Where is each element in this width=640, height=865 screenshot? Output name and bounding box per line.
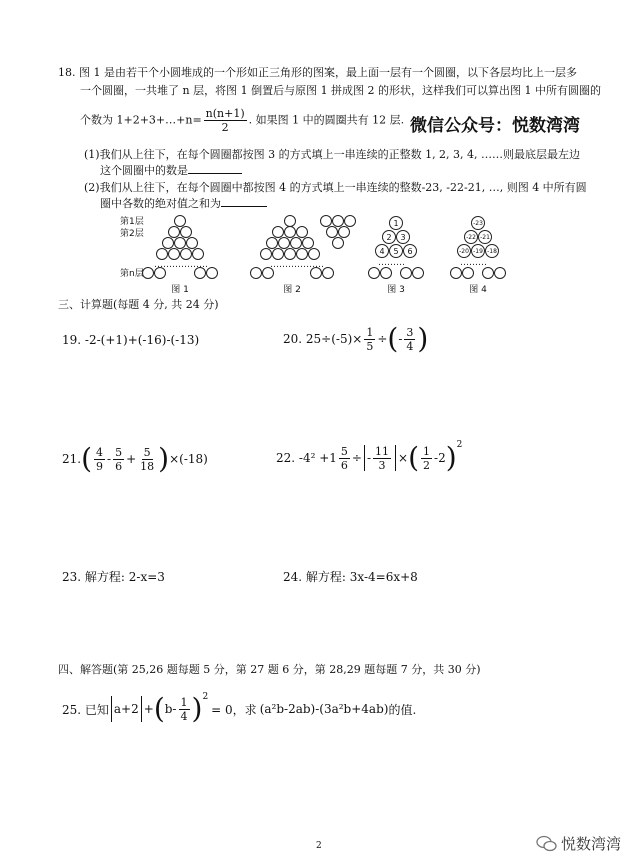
abs-bar-right [395,445,396,471]
q18-sub1-line1: (1)我们从上往下，在每个圆圈都按图 3 的方式填上一串连续的正整数 1, 2, 3, 4, ……则最底层最左边 [84,148,581,161]
layer-2-label: 第2层 [120,229,144,239]
page-number: 2 [316,841,322,851]
q25-plus: + [143,702,154,716]
f4-number: -23 [473,220,483,227]
q21-fraction-1 [94,446,105,473]
q25-expression: (a²b-2ab)-(3a²b+4ab) [259,702,389,716]
abs-bar-left [111,696,112,722]
fraction-numerator: 1 [180,695,188,709]
fraction-denominator: 2 [221,121,229,134]
ellipsis-dots: ……… [460,258,487,268]
fraction-denominator: 4 [180,709,188,723]
q18-figures [120,210,520,298]
section-4-heading: 四、解答题(第 25,26 题每题 5 分，第 27 题 6 分，第 28,29 题每题 7 分，共 30 分) [58,663,481,676]
question-25 [62,692,416,726]
q18-sub2-text: 圈中各数的绝对值之和为 [100,197,221,210]
layer-n-label: 第n层 [120,269,144,279]
q22-fraction-3 [421,445,432,472]
ellipsis-dots: ……… [378,258,405,268]
q18-sub1-text: 这个圆圈中的数是 [100,164,188,177]
q18-line3 [80,107,404,134]
figure-1-caption: 图 1 [171,285,189,295]
q21-fraction-2 [113,446,124,473]
figure-4-caption: 图 4 [469,285,487,295]
fraction-denominator: 3 [378,458,386,472]
fraction-denominator: 9 [96,459,104,473]
fraction-numerator: 1 [366,325,374,339]
right-paren: ) [417,322,429,355]
fraction-denominator: 6 [340,458,348,472]
figure-3-caption: 图 3 [387,285,405,295]
q25-b-term: b- [164,702,177,716]
answer-blank [188,173,242,174]
ellipsis-dots: ……………… [270,260,324,270]
ellipsis-dots: ……………… [154,260,208,270]
f3-number: 3 [400,233,406,242]
question-22: 22. -4² +1 $\frac{5}{6}$ ÷ - $\frac{11}{3}$ × ( $\frac{1}{2}$ -2 ) $^2$ [276,440,463,474]
wechat-icon [536,835,558,853]
q21-lead: 21. [62,452,82,466]
left-paren: ( [81,442,93,475]
fraction-denominator: 4 [406,339,414,353]
f4-number: -20 [459,248,469,255]
footer-brand [536,833,621,854]
q18-layer-count: . 如果图 1 中的圆圈共有 12 层. [248,113,405,127]
fraction-numerator: 11 [375,444,390,458]
f4-number: -22 [466,234,476,241]
f4-number: -18 [487,248,497,255]
q18-line1: 18. 图 1 是由若干个小圆堆成的一个形如正三角形的图案，最上面一层有一个圆圈，以下各层均比上一层多 [58,66,577,79]
fraction-numerator: n(n+1) [205,107,245,120]
abs-bar-right [141,696,142,722]
fraction-numerator: 1 [423,444,431,458]
f3-number: 1 [393,219,399,228]
q21-fraction-3 [138,446,156,473]
q25-exponent: 2 [202,692,209,702]
layer-1-label: 第1层 [120,217,144,227]
q25-fraction [179,696,190,723]
question-23: 23. 解方程: 2-x=3 [62,570,165,584]
q25-equals: = 0，求 [211,702,257,717]
fraction-numerator: 4 [96,445,104,459]
figure-2-caption: 图 2 [283,285,301,295]
f4-number: -21 [480,234,490,241]
f3-number: 4 [379,247,385,256]
q22-fraction-1 [339,445,350,472]
q22-fraction-2 [373,445,391,472]
question-19: 19. -2-(+1)+(-16)-(-13) [62,333,200,347]
q22-divide: ÷ [351,451,362,465]
fraction-denominator: 2 [423,458,431,472]
q22-lead: 22. -4² +1 [276,451,337,465]
fraction-numerator: 5 [143,445,151,459]
abs-bar-left [364,445,365,471]
q18-line2: 一个圆圈，一共堆了 n 层，将图 1 倒置后与原图 1 拼成图 2 的形状，这样我们可以算出图 1 中所有圆圈的 [80,84,602,97]
q21-tail: ×(-18) [169,452,208,466]
question-20: 20. 25÷(-5)× $\frac{1}{5}$ ÷ ( - $\frac{3}{4}$ ) [283,322,429,355]
q20-fraction-2 [404,326,415,353]
f3-number: 6 [407,247,413,256]
f4-number: -19 [473,248,483,255]
q22-exponent: 2 [456,440,463,450]
left-paren: ( [387,322,399,355]
fraction-numerator: 5 [340,444,348,458]
wechat-watermark: 微信公众号：悦数湾湾 [410,116,580,136]
fraction-denominator: 6 [115,459,123,473]
left-paren: ( [408,441,420,474]
f3-number: 5 [393,247,399,256]
right-paren: ) [445,441,457,474]
q18-sub2-line2 [100,197,267,211]
q25-lead: 25. 已知 [62,702,109,717]
q20-fraction-1 [364,326,375,353]
q18-sum-text: 个数为 1+2+3+…+n= [80,113,202,127]
fraction-denominator: 18 [140,459,155,473]
q18-sub1-line2 [100,164,242,178]
question-21: 21. ( $\frac{4}{9}$ - $\frac{5}{6}$ + $\frac{5}{18}$ ) ×(-18) [62,442,208,475]
fraction-numerator: 5 [115,445,123,459]
f3-number: 2 [386,233,392,242]
left-paren: ( [153,692,165,725]
fraction-numerator: 3 [406,325,414,339]
q18-sub2-line1: (2)我们从上往下，在每个圆圈中都按图 4 的方式填上一串连续的整数-23, -22-21, …, 则图 4 中所有圆 [84,181,587,194]
brand-name: 悦数湾湾 [561,835,622,853]
answer-blank [221,206,267,207]
right-paren: ) [158,442,170,475]
section-3-heading: 三、计算题(每题 4 分, 共 24 分) [58,298,219,311]
question-24: 24. 解方程: 3x-4=6x+8 [283,570,418,584]
q20-divide: ÷ [377,332,388,346]
q20-lead: 20. 25÷(-5)× [283,332,363,346]
q25-tail: 的值. [388,702,417,717]
right-paren: ) [191,692,203,725]
fraction-denominator: 5 [366,339,374,353]
q18-formula-fraction [204,107,247,134]
q25-abs-content: a+2 [113,702,139,716]
